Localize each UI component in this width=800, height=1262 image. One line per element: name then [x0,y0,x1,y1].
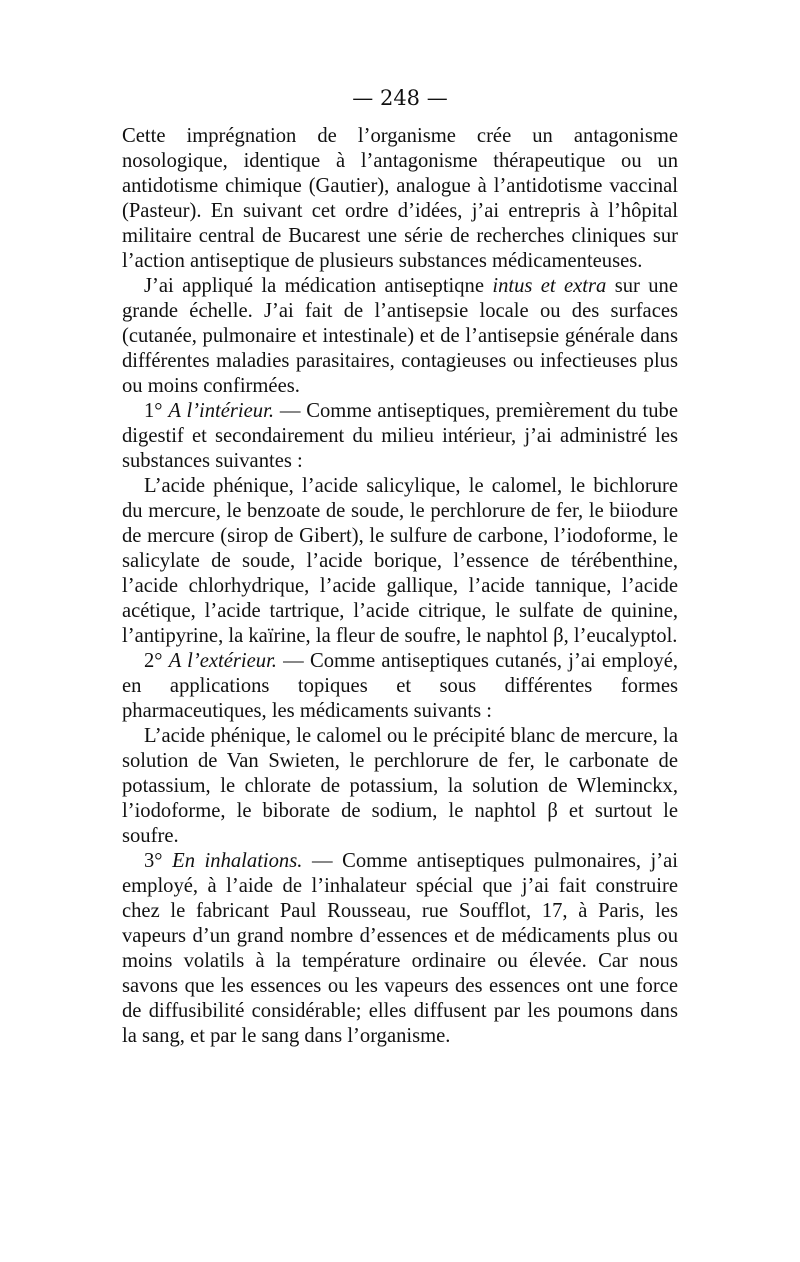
paragraph-7 [122,849,678,1049]
paragraph-5 [122,649,678,724]
paragraph-2-end: sur une grande échelle. J’ai fait de l’antisepsie locale ou des surfaces (cutanée, pulmonaire et intestinale) et de l’antisepsie générale dans différentes maladies parasitaires, contagieuses ou infectieuses plus ou moins confirmées. [122,275,678,397]
paragraph-7-heading: En inhalations. [172,850,303,872]
paragraph-3 [122,399,678,474]
paragraph-3-body: — Comme antiseptiques, premièrement du tube digestif et secondairement du milieu intérieur, j’ai administré les substances suivantes : [122,400,678,472]
paragraph-4: L’acide phénique, l’acide salicylique, le calomel, le bichlorure du mercure, le benzoate de soude, le perchlorure de fer, le biiodure de mercure (sirop de Gibert), le sulfure de carbone, l’iodoforme, le salicylate de soude, l’acide borique, l’essence de térébenthine, l’acide chlorhydrique, l’acide gallique, l’acide tannique, l’acide acétique, l’acide tartrique, l’acide citrique, le sulfate de quinine, l’antipyrine, la kaïrine, la fleur de soufre, le naphtol β, l’eucalyptol. [122,475,678,647]
paragraph-3-number: 1° [144,400,169,422]
page-number: — 248 — [352,86,448,110]
paragraph-7-body: — Comme antiseptiques pulmonaires, j’ai employé, à l’aide de l’inhalateur spécial que j’ai fait construire chez le fabricant Paul Rousseau, rue Soufflot, 17, à Paris, les vapeurs d’un grand nombre d’essences et de médicaments plus ou moins volatils à la température ordinaire ou élevée. Car nous savons que les essences ou les vapeurs des essences ont une force de diffusibilité considérable; elles diffusent par les poumons dans la sang, et par le sang dans l’organisme. [122,850,679,1047]
paragraph-1: Cette imprégnation de l’organisme crée un antagonisme nosologique, identique à l’antagonisme thérapeutique ou un antidotisme chimique (Gautier), analogue à l’antidotisme vaccinal (Pasteur). En suivant cet ordre d’idées, j’ai entrepris à l’hôpital militaire central de Bucarest une série de recherches cliniques sur l’action antiseptique de plusieurs substances médicamenteuses. [122,125,678,272]
paragraph-6: L’acide phénique, le calomel ou le précipité blanc de mercure, la solution de Van Swieten, le perchlorure de fer, le carbonate de potassium, le chlorate de potassium, la solution de Wleminckx, l’iodoforme, le biborate de sodium, le naphtol β et surtout le soufre. [122,725,678,847]
paragraph-2 [122,274,678,399]
paragraph-3-heading: A l’intérieur. [168,400,274,422]
paragraph-7-number: 3° [144,850,173,872]
paragraph-2-italic: intus et extra [492,275,607,297]
body-text [122,124,678,1049]
paragraph-2-start: J’ai appliqué la médication antiseptiqne [144,275,493,297]
paragraph-5-number: 2° [144,650,169,672]
paragraph-5-body: — Comme antiseptiques cutanés, j’ai employé, en applications topiques et sous différentes formes pharmaceutiques, les médicaments suivants : [122,650,678,722]
paragraph-5-heading: A l’extérieur. [168,650,277,672]
